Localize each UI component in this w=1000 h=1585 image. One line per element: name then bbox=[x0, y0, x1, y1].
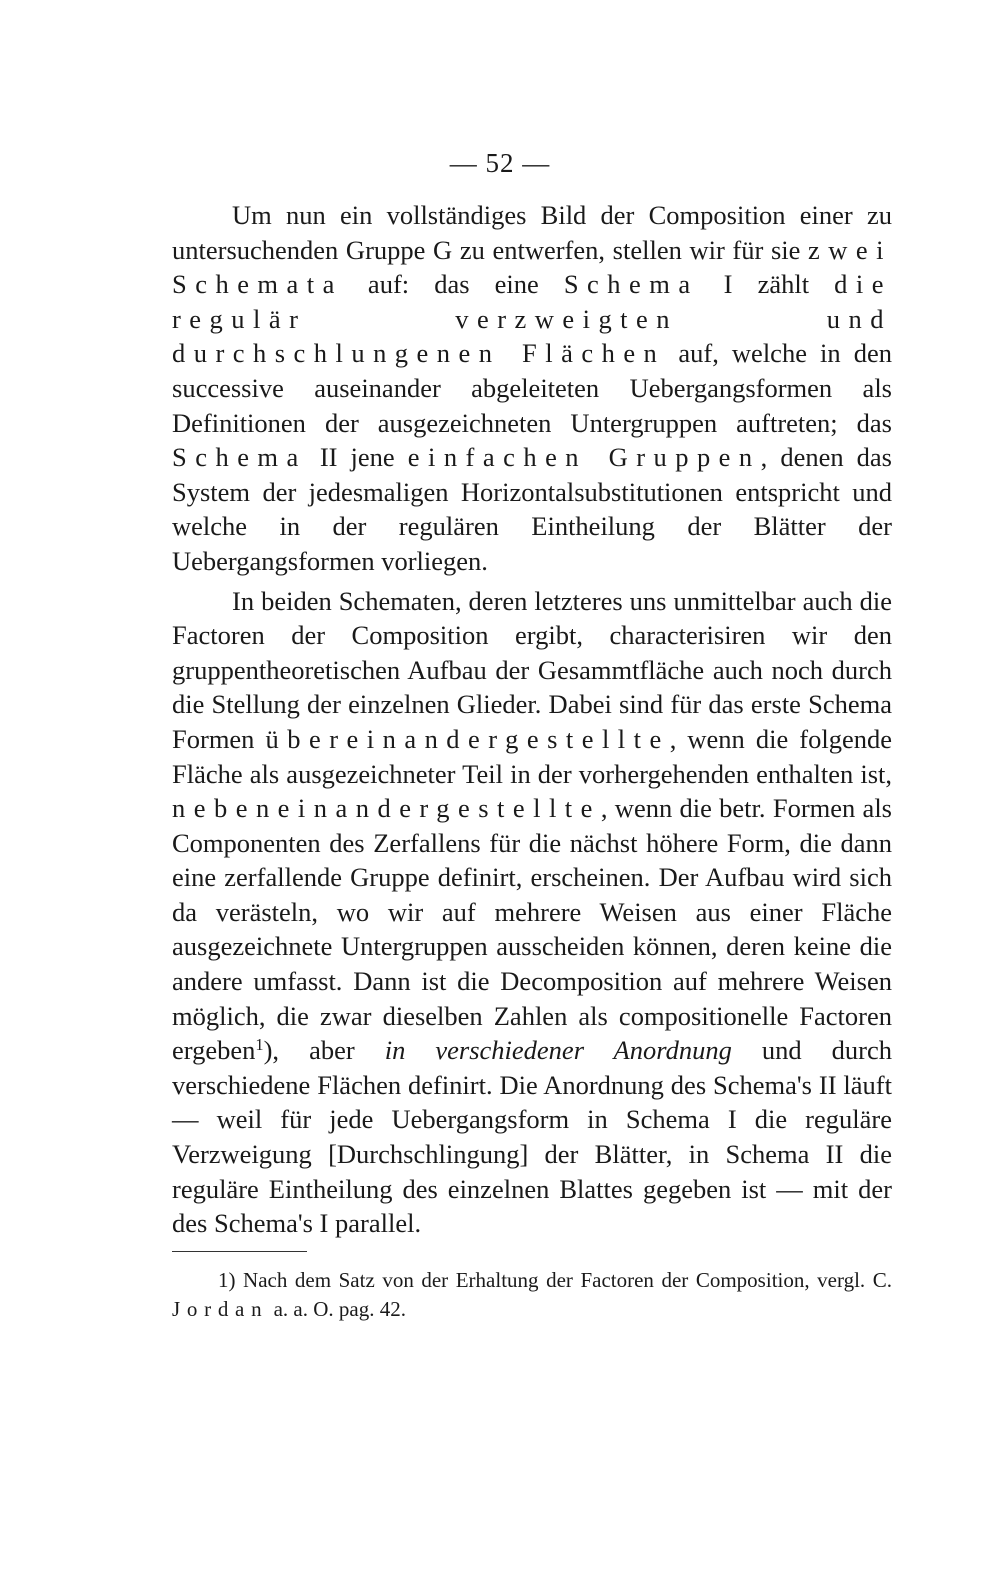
text-run: a. a. O. pag. 42. bbox=[268, 1297, 406, 1321]
text-run: , wenn die folgende Fläche als ausgezeichneter Teil in der vorhergehenden enthalten ist, bbox=[172, 723, 892, 789]
footnote-divider bbox=[172, 1251, 307, 1252]
spaced-term: Schema bbox=[172, 442, 307, 473]
spaced-term: nebeneinandergestellte bbox=[172, 793, 601, 824]
text-run: , wenn die betr. Formen als Componenten des Zerfallens für die nächst höhere Form, die dann eine zerfallende Gruppe definirt, erscheinen. Der Aufbau wird sich da verästeln, wo wir auf mehrere Weisen aus einer Fläche ausgezeichnete Untergruppen ausscheiden können, deren keine die andere umfasst. Dann ist die Decomposition auf mehrere Weisen möglich, die zwar dieselben Zahlen als compositionelle Factoren ergeben bbox=[172, 793, 892, 1066]
text-run: Um nun ein vollständiges Bild der Composition einer zu untersuchenden Gruppe G zu entwerfen, stellen wir für sie bbox=[172, 200, 892, 265]
paragraph-2 bbox=[172, 584, 892, 1241]
text-run: 1) Nach dem Satz von der Erhaltung der Factoren der Composition, vergl. C. bbox=[218, 1268, 892, 1292]
page-number: — 52 — bbox=[449, 148, 551, 178]
spaced-term: einfachen Gruppen bbox=[407, 442, 761, 473]
text-run: II jene bbox=[306, 442, 408, 473]
spaced-name: Jordan bbox=[172, 1297, 269, 1321]
text-run: I zählt bbox=[698, 269, 835, 300]
text-run: , denen das System der jedesmaligen Horizontalsubstitutionen entspricht und welche in der regulären Eintheilung der Blätter der Uebergangsformen vorliegen. bbox=[172, 442, 892, 576]
paragraph-1 bbox=[172, 198, 892, 579]
text-run: ), aber bbox=[263, 1035, 385, 1066]
footnote-marker: 1 bbox=[255, 1035, 264, 1055]
spaced-term: die regulär verzweigten und durchschlungenen Flächen bbox=[172, 269, 892, 369]
spaced-term: Schema bbox=[563, 269, 699, 300]
italic-phrase: in verschiedener Anordnung bbox=[384, 1035, 732, 1066]
text-run: auf, welche in den successive auseinander abgeleiteten Uebergangsformen als Definitionen der ausgezeichneten Untergruppen auftreten; das bbox=[172, 338, 892, 438]
text-run: und durch verschiedene Flächen definirt. Die Anordnung des Schema's II läuft — weil für jede Uebergangsform in Schema I die reguläre Verzweigung [Durchschlingung] der Blätter, in Schema II die reguläre Eintheilung des einzelnen Blattes gegeben ist — mit der des Schema's I parallel. bbox=[172, 1035, 892, 1239]
spaced-term: übereinandergestellte bbox=[265, 723, 670, 754]
body-text bbox=[172, 198, 892, 1241]
footnote bbox=[172, 1266, 892, 1324]
text-run: In beiden Schematen, deren letzteres uns unmittelbar auch die Factoren der Composition ergibt, characterisiren wir den gruppentheoretischen Aufbau der Gesammtfläche auch noch durch die Stellung der einzelnen Glieder. Dabei sind für das erste Schema Formen bbox=[172, 585, 892, 754]
spaced-term: zwei Schemata bbox=[172, 234, 892, 300]
text-run: auf: das eine bbox=[342, 269, 564, 300]
